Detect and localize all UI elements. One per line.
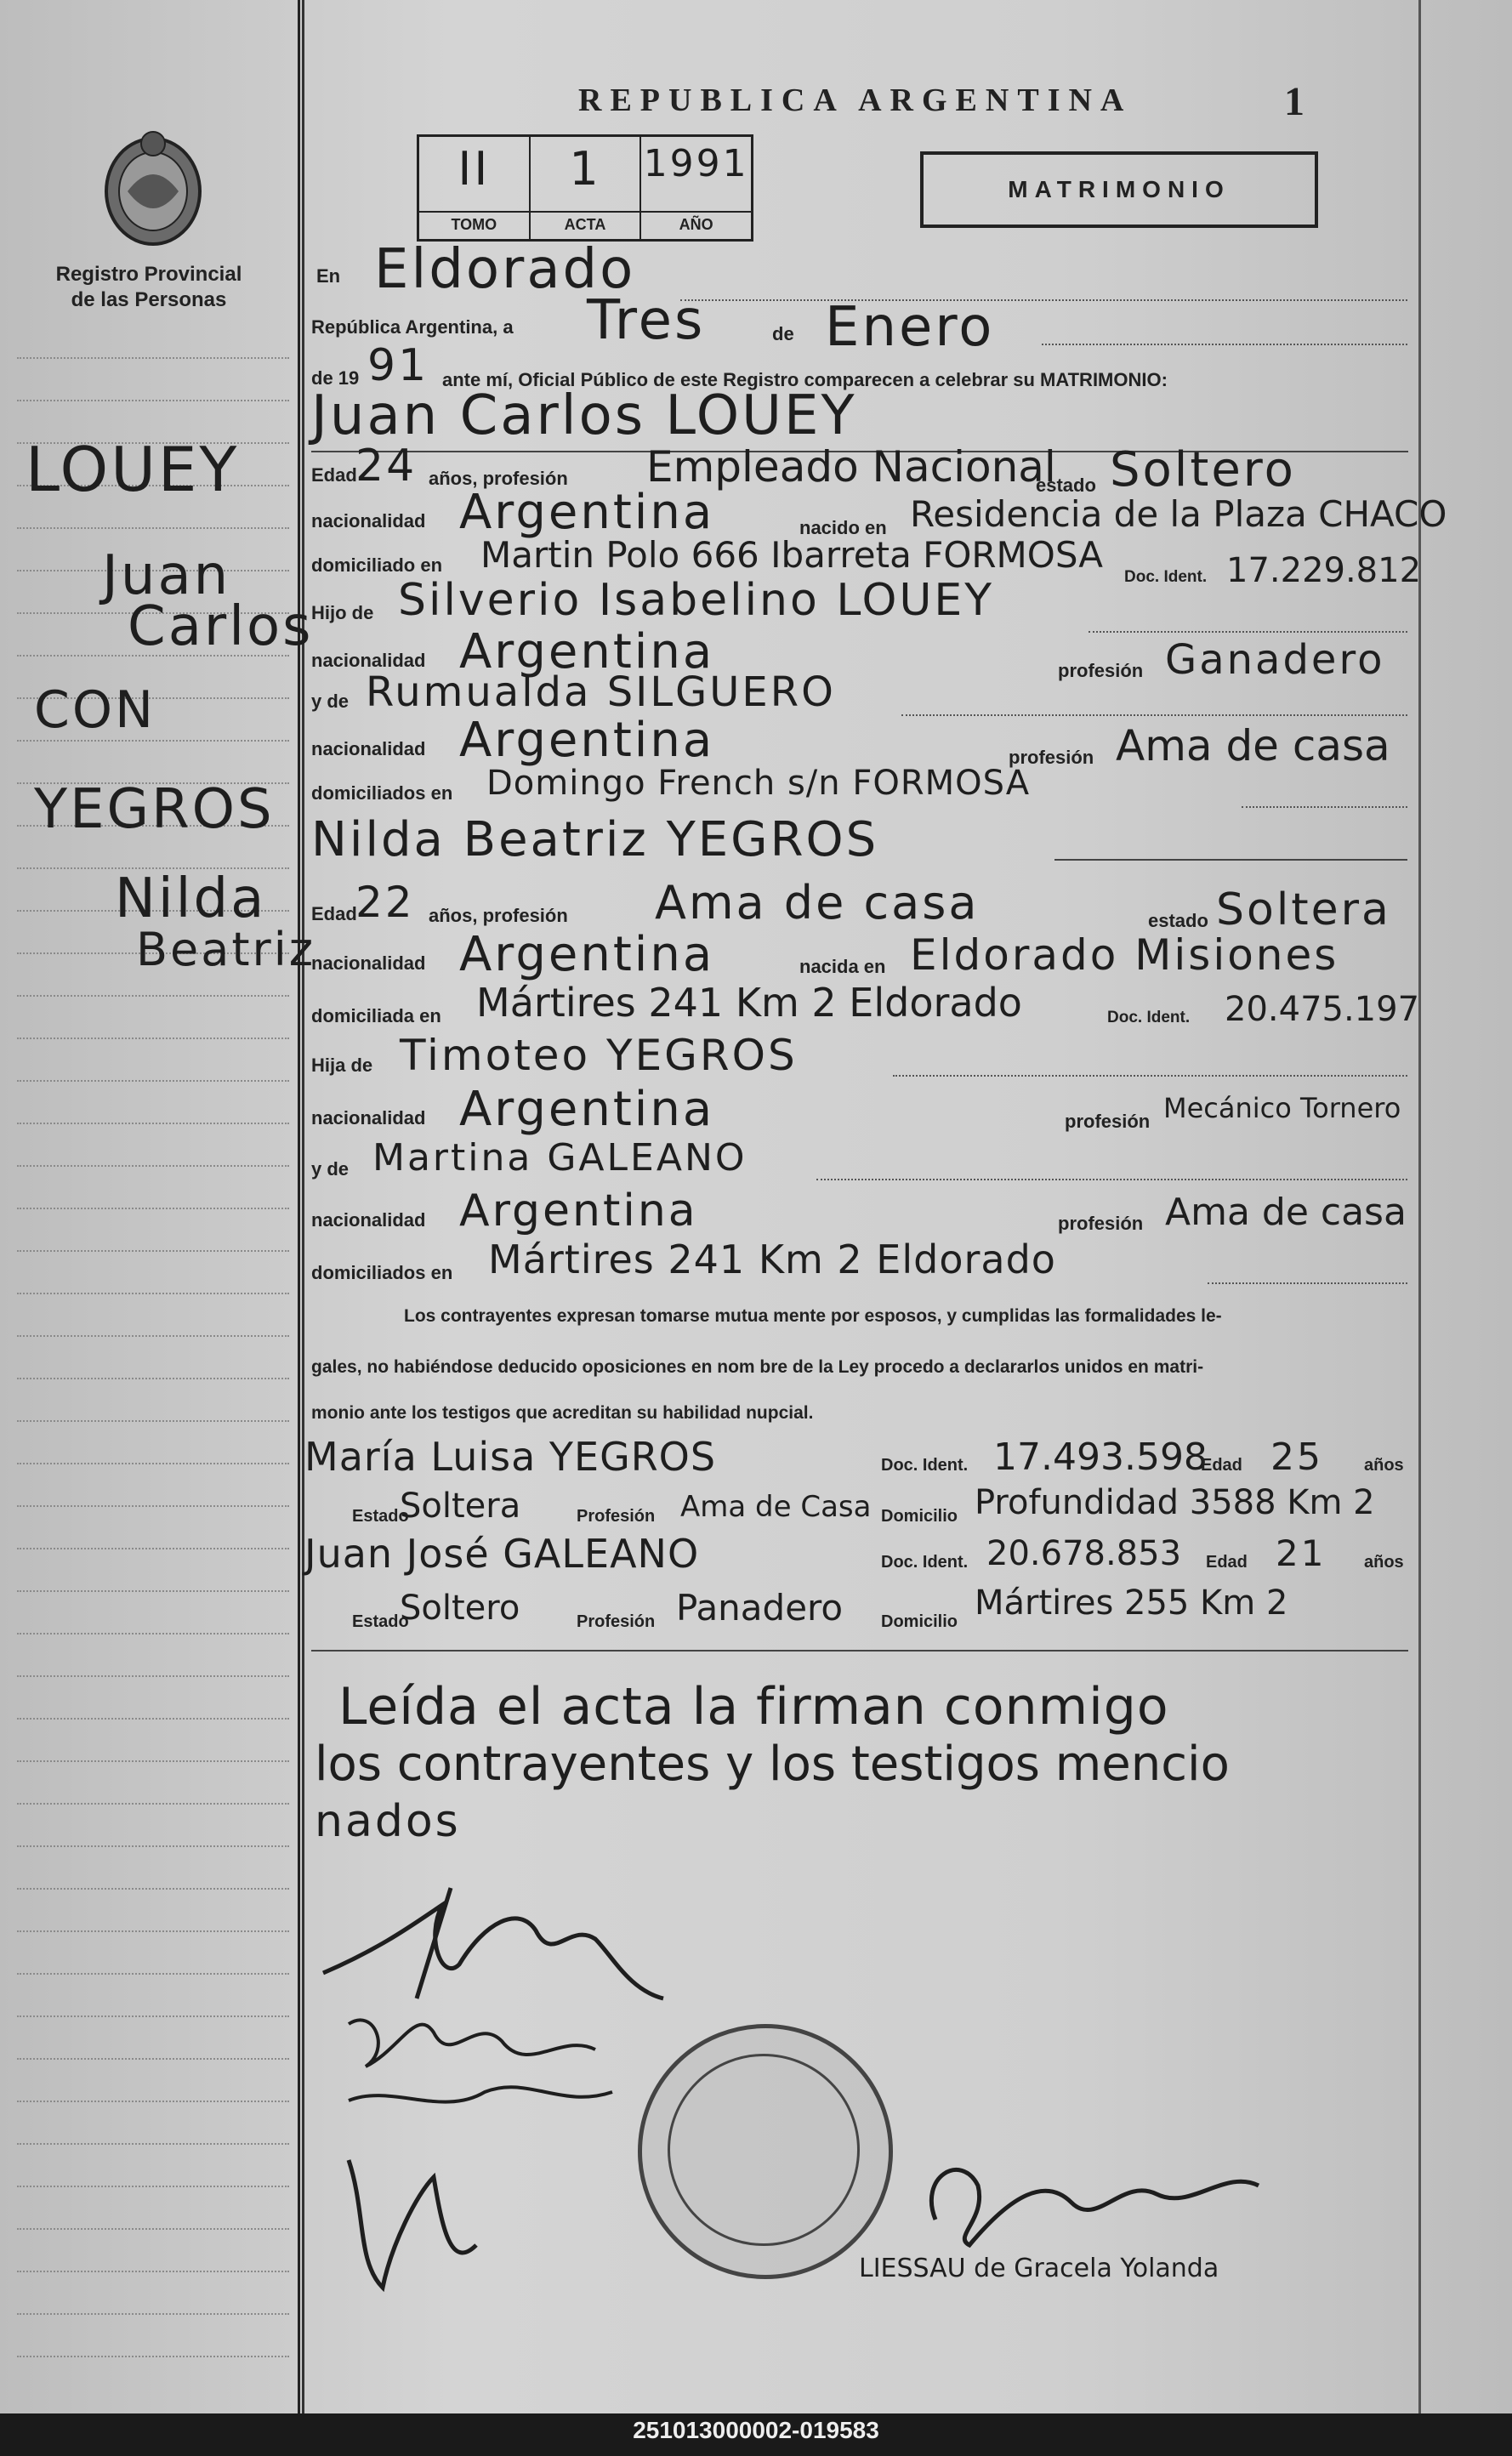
bride-mother-prof-value: Ama de casa	[1165, 1191, 1407, 1234]
bride-father-value: Timoteo YEGROS	[400, 1031, 798, 1080]
margin-surname-1: LOUEY	[26, 434, 240, 505]
registry-label	[34, 262, 264, 313]
bride-profession-value: Ama de casa	[655, 876, 980, 930]
month-value: Enero	[825, 296, 995, 359]
label-groom-edad: Edad	[311, 464, 357, 486]
label-w1-domicilio: Domicilio	[881, 1507, 958, 1526]
witness1-age-value: 25	[1270, 1436, 1323, 1479]
coat-of-arms-icon	[94, 123, 213, 251]
witness2-age-value: 21	[1276, 1532, 1327, 1574]
label-groom-nacionalidad: nacionalidad	[311, 510, 426, 532]
witness1-address-value: Profundidad 3588 Km 2	[975, 1483, 1375, 1522]
label-bride-father-prof: profesión	[1065, 1111, 1151, 1132]
label-bride-doc: Doc. Ident.	[1107, 1009, 1191, 1026]
year-suffix-value: 91	[367, 340, 429, 391]
margin-surname-2: YEGROS	[34, 778, 275, 841]
image-identifier: 251013000002-019583	[633, 2417, 879, 2443]
groom-parents-address-value: Domingo French s/n FORMOSA	[486, 764, 1031, 803]
acta-label: ACTA	[531, 211, 640, 234]
bride-nationality-value: Argentina	[459, 927, 715, 982]
label-bride-mother-prof: profesión	[1058, 1213, 1144, 1234]
day-value: Tres	[587, 289, 706, 352]
label-w2-edad: Edad	[1206, 1553, 1248, 1572]
label-nacida-en: nacida en	[799, 956, 886, 977]
label-w1-profesion: Profesión	[577, 1507, 656, 1526]
label-w1-doc: Doc. Ident.	[881, 1456, 969, 1475]
groom-father-prof-value: Ganadero	[1165, 636, 1385, 684]
label-groom-estado: estado	[1036, 475, 1096, 496]
body-line-2: gales, no habiéndose deducido oposiciones en nom bre de la Ley procedo a declararlos unidos en matri-	[311, 1357, 1204, 1377]
label-hijo-de: Hijo de	[311, 602, 374, 623]
label-groom-anos-profesion: años, profesión	[429, 468, 568, 489]
tomo-acta-year-box	[417, 134, 753, 242]
page-right-edge	[1418, 0, 1421, 2413]
registry-line-2: de las Personas	[71, 288, 227, 311]
officer-signature	[901, 2143, 1293, 2271]
year-cell	[641, 137, 751, 239]
closing-note-line-3: nados	[315, 1796, 461, 1847]
body-line-3: monio ante los testigos que acreditan su habilidad nupcial.	[311, 1403, 814, 1423]
tomo-value: II	[458, 142, 491, 196]
witness2-name-value: Juan José GALEANO	[304, 1531, 700, 1577]
witness1-doc-value: 17.493.598	[993, 1436, 1208, 1479]
label-domiciliada-en: domiciliada en	[311, 1005, 441, 1026]
bride-name-value: Nilda Beatriz YEGROS	[311, 812, 879, 867]
bride-signature	[332, 2143, 502, 2296]
bride-father-prof-value: Mecánico Tornero	[1163, 1092, 1401, 1124]
witness1-name-value: María Luisa YEGROS	[304, 1434, 717, 1480]
place-value: Eldorado	[374, 238, 636, 301]
witness2-doc-value: 20.678.853	[986, 1534, 1182, 1573]
margin-given-1a: Juan	[102, 544, 231, 607]
bride-parents-address-value: Mártires 241 Km 2 Eldorado	[488, 1237, 1056, 1282]
left-margin-column	[0, 0, 300, 2413]
groom-name-value: Juan Carlos LOUEY	[311, 384, 857, 447]
page-number: 1	[1284, 79, 1305, 124]
country-title: REPUBLICA ARGENTINA	[578, 82, 1133, 118]
label-ante-mi: ante mí, Oficial Público de este Registro comparecen a celebrar su MATRIMONIO:	[442, 369, 1168, 390]
label-bride-father-nat: nacionalidad	[311, 1107, 426, 1129]
officer-name: LIESSAU de Gracela Yolanda	[859, 2254, 1219, 2283]
year-label: AÑO	[641, 211, 751, 234]
witness2-prof-value: Panadero	[676, 1587, 844, 1629]
bride-address-value: Mártires 241 Km 2 Eldorado	[476, 980, 1022, 1026]
label-groom-mother-prof: profesión	[1009, 747, 1094, 768]
official-stamp	[638, 2024, 893, 2279]
label-bride-domiciliados: domiciliados en	[311, 1262, 453, 1283]
label-w2-profesion: Profesión	[577, 1612, 656, 1631]
groom-birthplace-value: Residencia de la Plaza CHACO	[910, 493, 1447, 535]
groom-doc-value: 17.229.812	[1226, 551, 1422, 590]
bride-status-value: Soltera	[1216, 884, 1391, 935]
label-de19: de 19	[311, 367, 360, 389]
acta-value: 1	[569, 142, 601, 196]
label-groom-doc: Doc. Ident.	[1124, 568, 1208, 586]
bride-father-nat-value: Argentina	[459, 1082, 715, 1137]
label-domiciliado-en: domiciliado en	[311, 554, 443, 576]
record-type-box: MATRIMONIO	[920, 151, 1318, 228]
label-bride-estado: estado	[1148, 910, 1208, 931]
bride-mother-value: Martina GALEANO	[372, 1136, 747, 1180]
label-w2-domicilio: Domicilio	[881, 1612, 958, 1631]
label-bride-edad: Edad	[311, 903, 357, 924]
witness1-prof-value: Ama de Casa	[680, 1490, 872, 1524]
label-w2-estado: Estado	[352, 1612, 409, 1631]
margin-divider	[302, 0, 304, 2413]
body-line-1: Los contrayentes expresan tomarse mutua mente por esposos, y cumplidas las formalidades le-	[404, 1306, 1222, 1326]
margin-given-2a: Nilda	[115, 867, 267, 930]
tomo-cell	[419, 137, 531, 239]
label-w1-edad: Edad	[1201, 1456, 1242, 1475]
bride-age-value: 22	[355, 878, 415, 927]
label-groom-mother-nat: nacionalidad	[311, 738, 426, 759]
label-en: En	[316, 265, 341, 287]
label-y-de: y de	[311, 691, 350, 712]
label-w2-anos: años	[1364, 1553, 1404, 1572]
label-groom-domiciliados: domiciliados en	[311, 782, 453, 804]
witness1-status-value: Soltera	[400, 1487, 521, 1526]
margin-given-1b: Carlos	[128, 595, 314, 658]
groom-mother-nat-value: Argentina	[459, 713, 715, 768]
bride-birthplace-value: Eldorado Misiones	[910, 930, 1339, 980]
year-value: 1991	[643, 142, 749, 185]
registry-line-1: Registro Provincial	[55, 263, 242, 286]
groom-address-value: Martin Polo 666 Ibarreta FORMOSA	[480, 534, 1104, 576]
acta-cell	[531, 137, 642, 239]
witness2-address-value: Mártires 255 Km 2	[975, 1583, 1288, 1623]
bride-doc-value: 20.475.197	[1225, 990, 1420, 1029]
groom-nationality-value: Argentina	[459, 485, 715, 540]
witness2-status-value: Soltero	[400, 1589, 520, 1628]
margin-connector: CON	[34, 680, 156, 740]
groom-father-value: Silverio Isabelino LOUEY	[398, 575, 995, 626]
label-bride-nacionalidad: nacionalidad	[311, 952, 426, 974]
bride-mother-nat-value: Argentina	[459, 1185, 698, 1237]
closing-note-line-2: los contrayentes y los testigos mencio	[315, 1737, 1230, 1792]
groom-signature	[315, 1871, 672, 2007]
groom-father-nat-value: Argentina	[459, 624, 715, 679]
witness-signature	[340, 1998, 663, 2152]
label-groom-father-nat: nacionalidad	[311, 650, 426, 671]
label-w2-doc: Doc. Ident.	[881, 1553, 969, 1572]
label-de: de	[772, 323, 794, 344]
groom-mother-value: Rumualda SILGUERO	[366, 668, 836, 716]
tomo-label: TOMO	[419, 211, 529, 234]
label-bride-mother-nat: nacionalidad	[311, 1209, 426, 1231]
groom-status-value: Soltero	[1110, 442, 1296, 497]
closing-note-line-1: Leída el acta la firman conmigo	[338, 1677, 1169, 1737]
label-bride-anos-profesion: años, profesión	[429, 905, 568, 926]
label-w1-anos: años	[1364, 1456, 1404, 1475]
groom-profession-value: Empleado Nacional	[646, 442, 1056, 492]
groom-mother-prof-value: Ama de casa	[1116, 721, 1390, 770]
label-hija-de: Hija de	[311, 1055, 373, 1076]
label-republica: República Argentina, a	[311, 316, 514, 338]
margin-given-2b: Beatriz	[136, 923, 316, 976]
label-nacido-en: nacido en	[799, 517, 887, 538]
groom-age-value: 24	[355, 441, 418, 492]
label-bride-y-de: y de	[311, 1158, 350, 1180]
label-w1-estado: Estado	[352, 1507, 409, 1526]
label-groom-father-prof: profesión	[1058, 660, 1144, 681]
